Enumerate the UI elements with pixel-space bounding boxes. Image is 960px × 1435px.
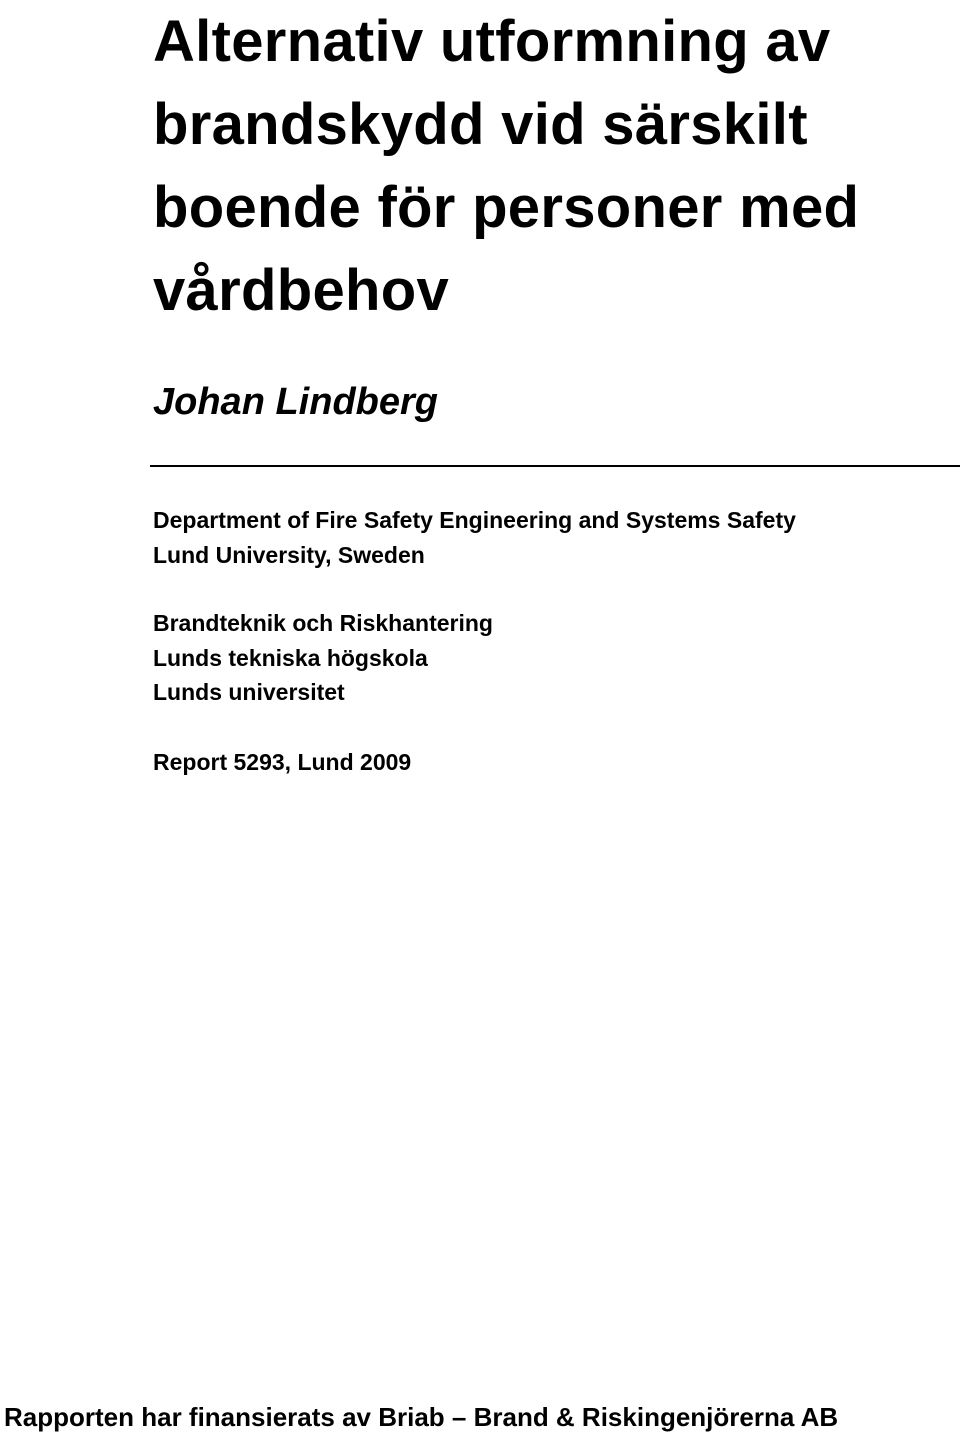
title-line-2: brandskydd vid särskilt [153,92,808,157]
university-line: Lund University, Sweden [153,541,425,568]
department-swedish-line: Brandteknik och Riskhantering [153,610,493,636]
report-number: Report 5293, Lund 2009 [153,749,412,775]
title-line-4: vårdbehov [153,258,450,323]
department-line: Department of Fire Safety Engineering and Systems Safety [153,507,796,533]
author-name: Johan Lindberg [153,381,438,423]
divider-rule [150,465,960,467]
funding-note: Rapporten har finansierats av Briab – Brand & Riskingenjörerna AB [4,1402,839,1432]
title-line-1: Alternativ utformning av [153,9,831,74]
affiliation-swedish [153,606,493,710]
school-swedish-line: Lunds tekniska högskola [153,644,428,671]
university-swedish-line: Lunds universitet [153,679,345,705]
affiliation-english [153,503,796,572]
report-title [153,0,953,332]
title-line-3: boende för personer med [153,175,860,240]
